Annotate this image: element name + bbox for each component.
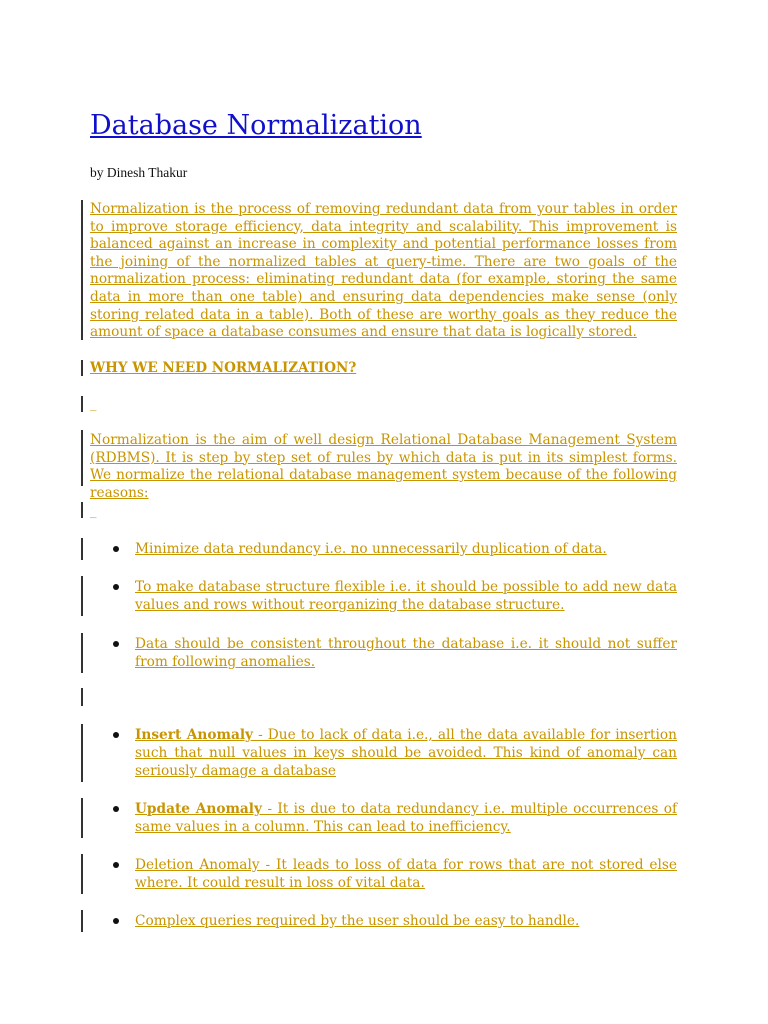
bullet-icon (113, 584, 119, 590)
anomaly-description: - It is due to data redundancy i.e. multiple occurrences of same values in a column. This can lead to inefficiency. (135, 801, 678, 835)
list-item[interactable] (135, 856, 677, 892)
list-item[interactable]: Minimize data redundancy i.e. no unnecessarily duplication of data. (135, 541, 607, 557)
section-heading[interactable]: WHY WE NEED NORMALIZATION? (90, 360, 357, 376)
bullet-icon (113, 641, 119, 647)
quote-bar (81, 360, 83, 376)
bullet-icon (113, 918, 119, 924)
page-title[interactable]: Database Normalization (90, 110, 422, 141)
quote-bar (81, 502, 83, 518)
list-item[interactable] (135, 726, 677, 780)
quote-bar (81, 576, 83, 616)
quote-bar (81, 688, 83, 706)
quote-bar (81, 724, 83, 782)
anomaly-description: Deletion Anomaly - It leads to loss of data for rows that are not stored else where. It could result in loss of vital data. (135, 857, 677, 891)
bullet-icon (113, 546, 119, 552)
quote-bar (81, 538, 83, 560)
reasons-intro-paragraph[interactable]: Normalization is the aim of well design Relational Database Management System (RDBMS). It is step by step set of rules by which data is put in its simplest forms. We normalize the relational database management system because of the following reasons: (90, 432, 677, 501)
anomaly-term: Insert Anomaly (135, 727, 254, 743)
list-item[interactable] (135, 800, 677, 836)
quote-bar (81, 633, 83, 673)
anomaly-description: - Due to lack of data i.e., all the data available for insertion such that null values in keys should be avoided. This kind of anomaly can seriously damage a database (135, 727, 677, 779)
quote-bar (81, 430, 83, 486)
empty-link[interactable]: _ (90, 504, 97, 519)
bullet-icon (113, 732, 119, 738)
bullet-icon (113, 806, 119, 812)
quote-bar (81, 798, 83, 838)
anomaly-term: Update Anomaly (135, 801, 262, 817)
empty-link[interactable]: _ (90, 397, 97, 412)
quote-bar (81, 200, 83, 340)
quote-bar (81, 910, 83, 932)
intro-paragraph[interactable]: Normalization is the process of removing redundant data from your tables in order to improve storage efficiency, data integrity and scalability. This improvement is balanced against an increase in complexity and potential performance losses from the joining of the normalized tables at query-time. There are two goals of the normalization process: eliminating redundant data (for example, storing the same data in more than one table) and ensuring data dependencies make sense (only storing related data in a table). Both of these are worthy goals as they reduce the amount of space a database consumes and ensure that data is logically stored. (90, 201, 677, 341)
list-item[interactable]: To make database structure flexible i.e. it should be possible to add new data values and rows without reorganizing the database structure. (135, 579, 677, 613)
list-item[interactable]: Data should be consistent throughout the database i.e. it should not suffer from following anomalies. (135, 636, 677, 670)
bullet-icon (113, 862, 119, 868)
list-item[interactable]: Complex queries required by the user should be easy to handle. (135, 913, 580, 929)
quote-bar (81, 396, 83, 412)
quote-bar (81, 854, 83, 894)
author-byline: by Dinesh Thakur (90, 165, 188, 180)
